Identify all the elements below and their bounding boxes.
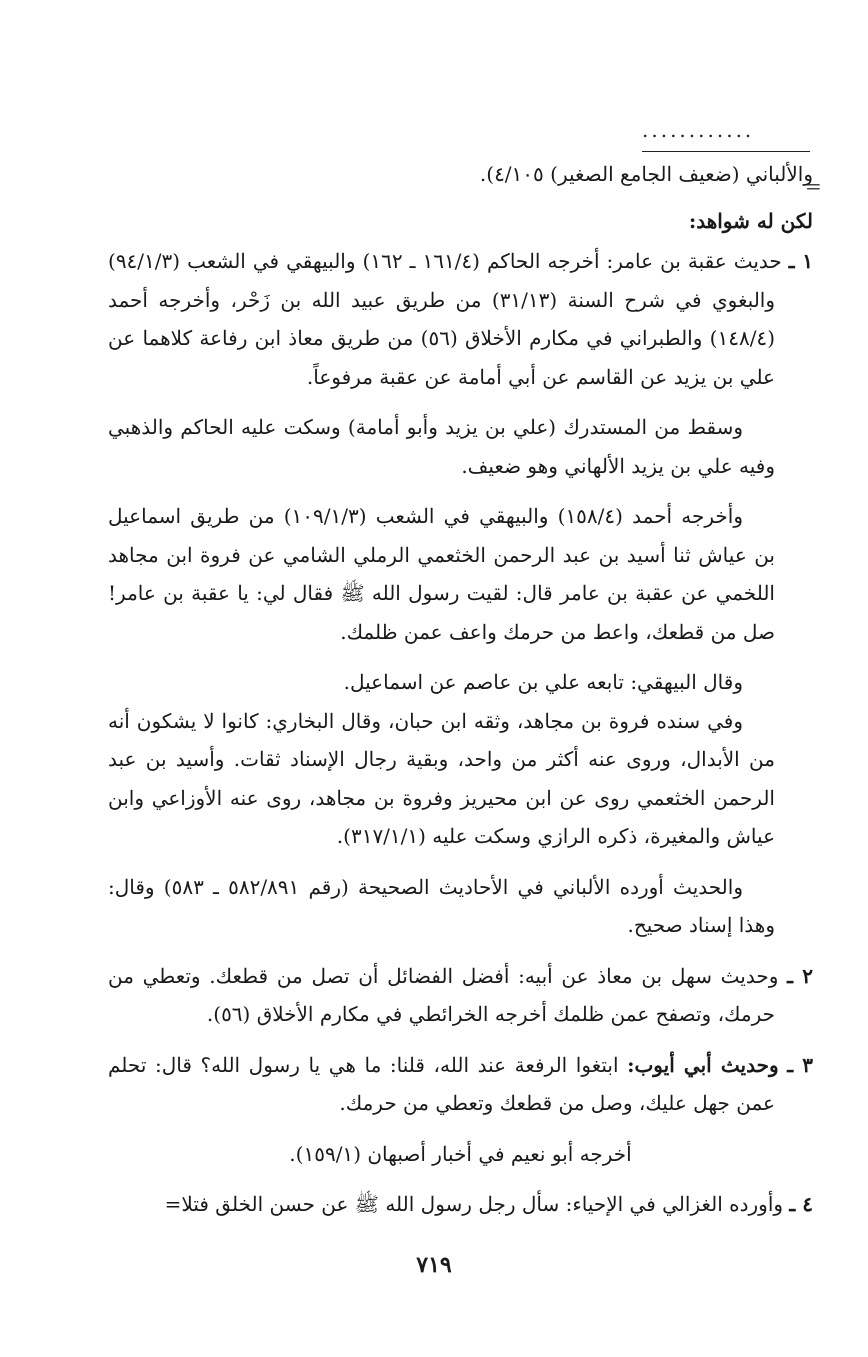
witness-item-1 [108,242,813,396]
item-number: ٣ ـ [787,1052,813,1077]
section-heading: لكن له شواهد: [688,208,813,233]
witness-item-4 [108,1185,813,1224]
paragraph: وقال البيهقي: تابعه علي بن عاصم عن اسماعيل. [343,670,743,694]
item-number: ١ ـ [788,249,814,273]
item-prefix: وحديث أبي أيوب: [627,1052,779,1077]
paragraph: والحديث أورده الألباني في الأحاديث الصحيحة (رقم ٥٨٢/٨٩١ ـ ٥٨٣) وقال: وهذا إسناد صحيح. [108,874,775,937]
paragraph: أخرجه أبو نعيم في أخبار أصبهان (١٥٩/١). [289,1141,632,1166]
lead-line: والألباني (ضعيف الجامع الصغير) ٤/١٠٥). [479,162,813,186]
edge-mark: = [805,174,822,198]
item-number: ٤ ـ [789,1192,813,1216]
item-text: ابتغوا الرفعة عند الله، قلنا: ما هي يا رسول الله؟ قال: تحلم عمن جهل عليك، وصل من قطعك وتعطي من حرمك. [108,1052,775,1115]
footnote-dots: ............ [642,118,755,142]
witness-item-2 [108,957,813,1034]
paragraph: وفي سنده فروة بن مجاهد، وثقه ابن حبان، وقال البخاري: كانوا لا يشكون أنه من الأبدال، وروى عنه أكثر من واحد، وبقية رجال الإسناد ثقات. وأسيد بن عبد الرحمن الخثعمي روى عن ابن محيريز وفروة بن مجاهد، روى عنه الأوزاعي وابن عياش والمغيرة، ذكره الرازي وسكت عليه (٣١٧/١/١). [108,708,775,848]
paragraph: وسقط من المستدرك (علي بن يزيد وأبو أمامة) وسكت عليه الحاكم والذهبي وفيه علي بن يزيد الألهاني وهو ضعيف. [108,415,775,478]
item-number: ٢ ـ [787,963,813,988]
footnote-separator [642,151,810,152]
footnote-text [108,155,813,1224]
item-text: حديث عقبة بن عامر: أخرجه الحاكم (١٦١/٤ ـ ١٦٢) والبيهقي في الشعب (٩٤/١/٣) والبغوي في شرح السنة (٣١/١٣) من طريق عبيد الله بن زَحْر، وأخرجه أحمد (١٤٨/٤) والطبراني في مكارم الأخلاق (٥٦) من طريق معاذ ابن رفاعة كلاهما عن علي بن يزيد عن القاسم عن أبي أمامة عن عقبة مرفوعاً. [108,249,782,389]
page-number: ٧١٩ [416,1252,452,1278]
paragraph: وأخرجه أحمد (١٥٨/٤) والبيهقي في الشعب (١٠٩/١/٣) من طريق اسماعيل بن عياش ثنا أسيد بن عبد الرحمن الخثعمي الرملي الشامي عن فروة ابن مجاهد اللخمي عن عقبة بن عامر قال: لقيت رسول الله ﷺ فقال لي: يا عقبة بن عامر! صل من قطعك، واعط من حرمك واعف عمن ظلمك. [108,504,775,644]
item-text: وأورده الغزالي في الإحياء: سأل رجل رسول الله ﷺ عن حسن الخلق فتلا= [164,1192,784,1216]
item-text: وحديث سهل بن معاذ عن أبيه: أفضل الفضائل أن تصل من قطعك. وتعطي من حرمك، وتصفح عمن ظلمك أخرجه الخرائطي في مكارم الأخلاق (٥٦). [108,963,779,1026]
witness-item-3 [108,1046,813,1123]
